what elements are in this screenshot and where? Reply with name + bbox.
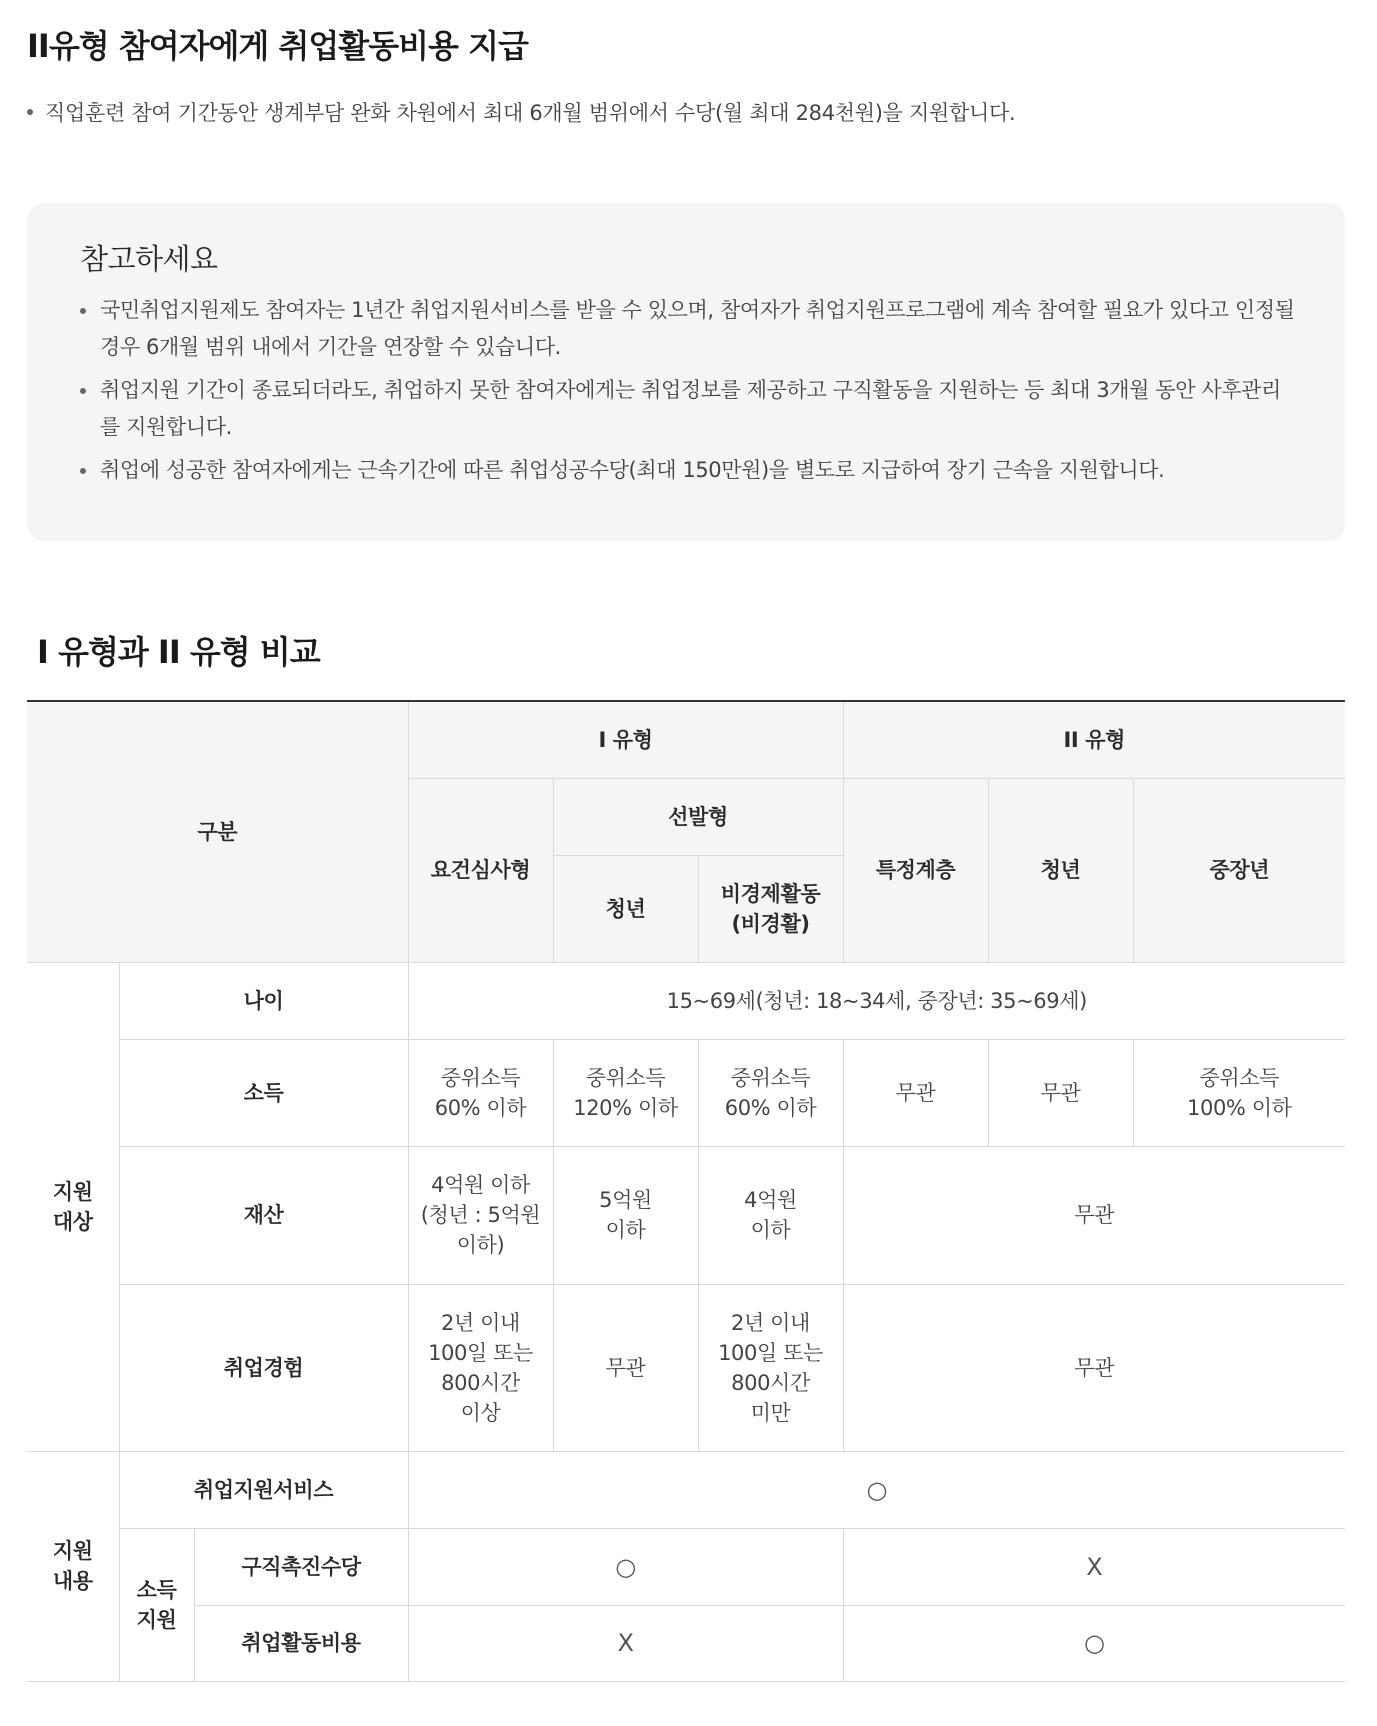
note-item <box>80 452 1295 489</box>
cell-assets-type2: 무관 <box>843 1146 1345 1284</box>
header-inactive-line2: (비경활) <box>731 911 810 936</box>
header-selection-type: 선발형 <box>553 778 843 855</box>
row-label-age: 나이 <box>119 962 408 1039</box>
note-item-text: 국민취업지원제도 참여자는 1년간 취업지원서비스를 받을 수 있으며, 참여자가 취업지원프로그램에 계속 참여할 필요가 있다고 인정될 경우 6개월 범위 내에서 기간을 연장할 수 있습니다. <box>100 298 1295 359</box>
cell-income-inactive: 중위소득 60% 이하 <box>698 1039 843 1146</box>
note-box <box>27 203 1345 541</box>
cell-income-middle: 중위소득 100% 이하 <box>1133 1039 1345 1146</box>
cell-assets-requirement: 4억원 이하 (청년 : 5억원 이하) <box>408 1146 553 1284</box>
section-title-type2-activity-cost: II유형 참여자에게 취업활동비용 지급 <box>27 27 528 65</box>
cell-experience-requirement: 2년 이내 100일 또는 800시간 이상 <box>408 1284 553 1451</box>
cell-income-youth: 중위소득 120% 이하 <box>553 1039 698 1146</box>
header-type1: I 유형 <box>408 701 843 778</box>
cell-experience-inactive: 2년 이내 100일 또는 800시간 미만 <box>698 1284 843 1451</box>
header-category: 구분 <box>27 701 408 962</box>
cell-income-requirement: 중위소득 60% 이하 <box>408 1039 553 1146</box>
header-type2: II 유형 <box>843 701 1345 778</box>
header-middle-aged: 중장년 <box>1133 778 1345 962</box>
bullet-dot <box>80 468 86 474</box>
cell-assets-youth: 5억원 이하 <box>553 1146 698 1284</box>
note-item-text: 취업에 성공한 참여자에게는 근속기간에 따른 취업성공수당(최대 150만원)을 별도로 지급하여 장기 근속을 지원합니다. <box>100 458 1165 482</box>
section1-bullet-text: 직업훈련 참여 기간동안 생계부담 완화 차원에서 최대 6개월 범위에서 수당(월 최대 284천원)을 지원합니다. <box>45 101 1016 125</box>
row-label-activity-cost: 취업활동비용 <box>194 1605 408 1681</box>
bullet-dot <box>80 308 86 314</box>
cell-service-value: ○ <box>408 1451 1345 1528</box>
cell-income-special: 무관 <box>843 1039 988 1146</box>
note-item-text: 취업지원 기간이 종료되더라도, 취업하지 못한 참여자에게는 취업정보를 제공하고 구직활동을 지원하는 등 최대 3개월 동안 사후관리를 지원합니다. <box>100 378 1281 439</box>
group-support-target: 지원 대상 <box>27 962 119 1451</box>
row-label-income: 소득 <box>119 1039 408 1146</box>
section1-bullet <box>27 97 1015 127</box>
group-support-content: 지원 내용 <box>27 1451 119 1681</box>
note-item <box>80 292 1295 366</box>
header-requirement-type: 요건심사형 <box>408 778 553 962</box>
cell-income-youth2: 무관 <box>988 1039 1133 1146</box>
note-list <box>80 292 1295 489</box>
header-inactive-line1: 비경제활동 <box>720 881 821 906</box>
note-title: 참고하세요 <box>80 242 218 276</box>
row-label-employment-service: 취업지원서비스 <box>119 1451 408 1528</box>
cell-allowance-type1: ○ <box>408 1528 843 1605</box>
cell-age-value: 15~69세(청년: 18~34세, 중장년: 35~69세) <box>408 962 1345 1039</box>
cell-experience-youth: 무관 <box>553 1284 698 1451</box>
cell-activity-cost-type2: ○ <box>843 1605 1345 1681</box>
row-label-experience: 취업경험 <box>119 1284 408 1451</box>
header-inactive <box>698 855 843 962</box>
header-youth-type1: 청년 <box>553 855 698 962</box>
bullet-dot <box>80 388 86 394</box>
cell-allowance-type2: X <box>843 1528 1345 1605</box>
section-title-comparison: I 유형과 II 유형 비교 <box>37 633 320 671</box>
row-label-job-seeking-allowance: 구직촉진수당 <box>194 1528 408 1605</box>
cell-activity-cost-type1: X <box>408 1605 843 1681</box>
comparison-table <box>27 700 1345 1682</box>
cell-assets-inactive: 4억원 이하 <box>698 1146 843 1284</box>
header-special-class: 특정계층 <box>843 778 988 962</box>
row-label-assets: 재산 <box>119 1146 408 1284</box>
header-youth-type2: 청년 <box>988 778 1133 962</box>
bullet-dot <box>27 109 33 115</box>
note-item <box>80 372 1295 446</box>
cell-experience-type2: 무관 <box>843 1284 1345 1451</box>
group-income-support: 소득 지원 <box>119 1528 194 1681</box>
